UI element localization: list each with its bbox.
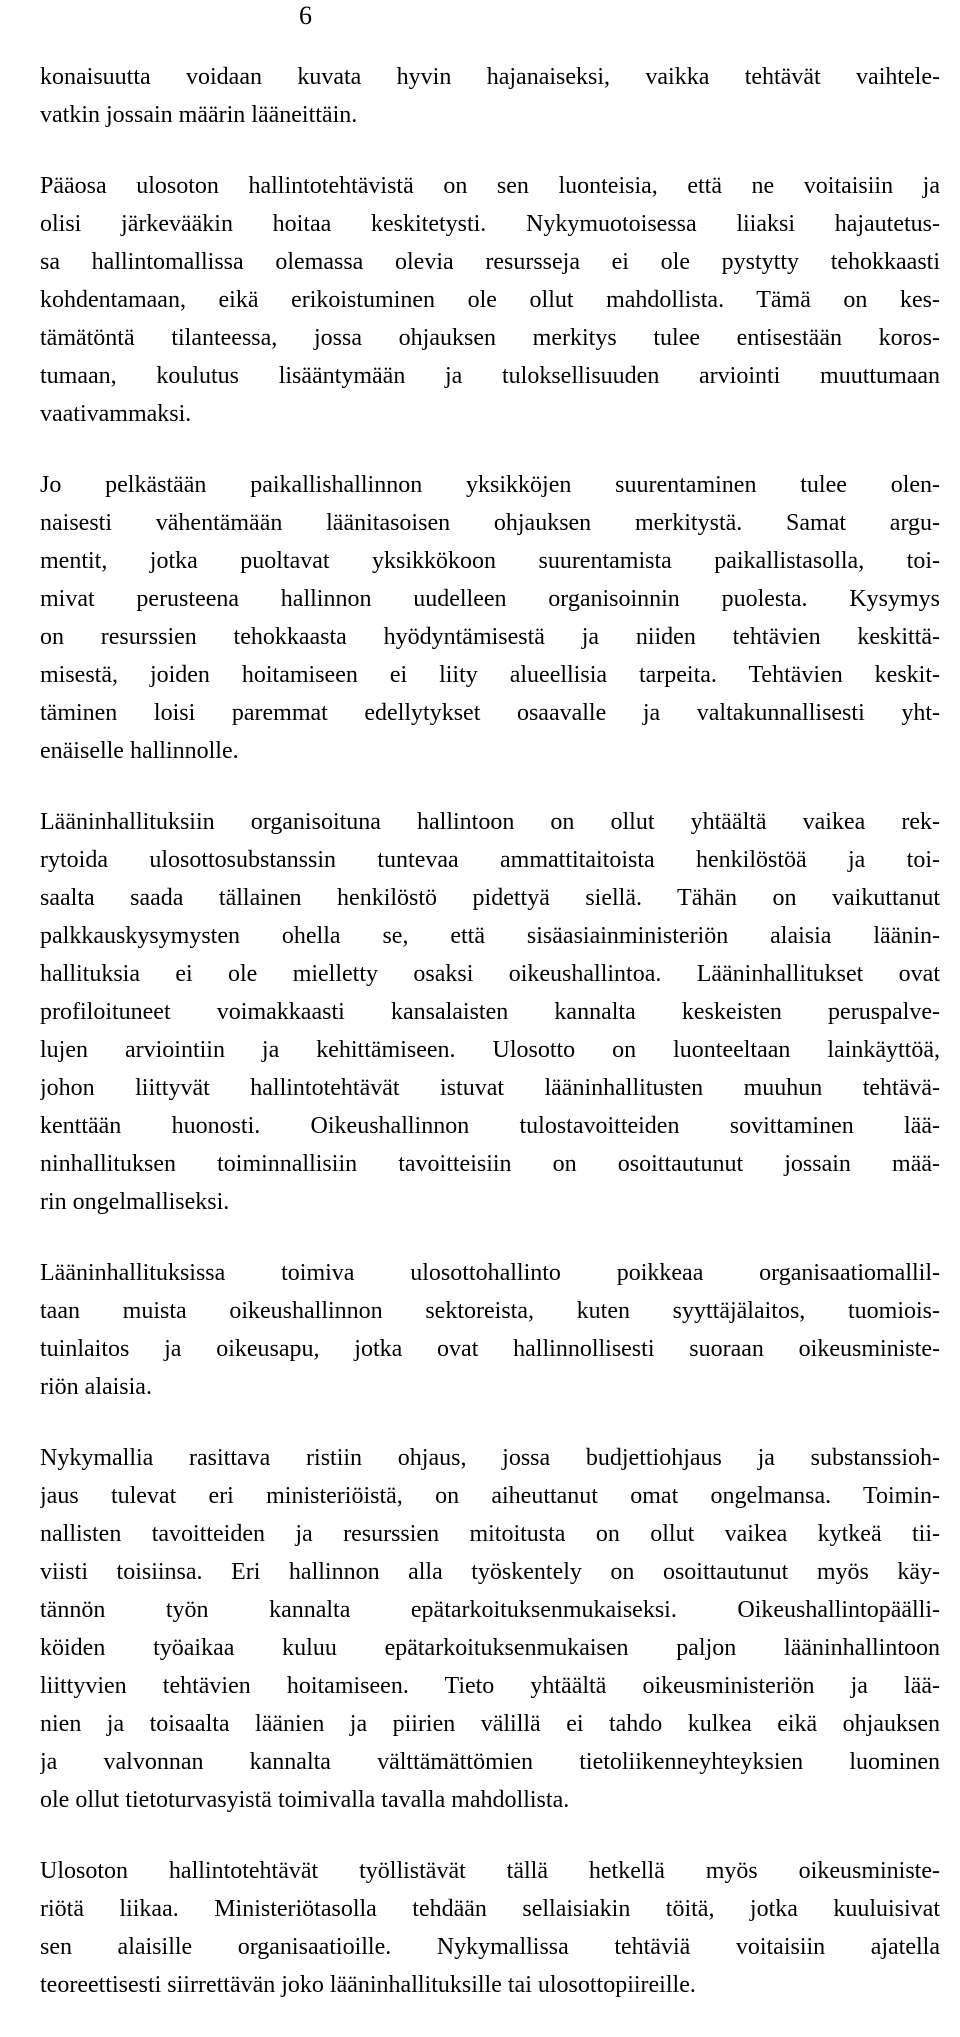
text-line: mentit, jotka puoltavat yksikkökoon suurentamista paikallistasolla, toi-: [40, 548, 940, 574]
text-line: konaisuutta voidaan kuvata hyvin hajanaiseksi, vaikka tehtävät vaihtele-: [40, 64, 940, 90]
paragraph: [40, 466, 940, 770]
text-line: rin ongelmalliseksi.: [40, 1189, 230, 1215]
page-number: 6: [299, 1, 312, 30]
text-line: liittyvien tehtävien hoitamiseen. Tieto yhtäältä oikeusministeriön ja lää-: [40, 1673, 940, 1699]
paragraph: [40, 1439, 940, 1819]
text-line: teoreettisesti siirrettävän joko lääninhallituksille tai ulosottopiireille.: [40, 1972, 696, 1998]
text-line: enäiselle hallinnolle.: [40, 738, 239, 764]
text-line: tännön työn kannalta epätarkoituksenmukaiseksi. Oikeushallintopäälli-: [40, 1597, 940, 1623]
text-line: kohdentamaan, eikä erikoistuminen ole ollut mahdollista. Tämä on kes-: [40, 287, 940, 313]
text-line: olisi järkevääkin hoitaa keskitetysti. Nykymuotoisessa liiaksi hajautetus-: [40, 211, 940, 237]
text-line: ja valvonnan kannalta välttämättömien tietoliikenneyhteyksien luominen: [40, 1749, 940, 1775]
text-line: viisti toisiinsa. Eri hallinnon alla työskentely on osoittautunut myös käy-: [40, 1559, 940, 1585]
text-line: riön alaisia.: [40, 1374, 152, 1400]
text-line: tumaan, koulutus lisääntymään ja tuloksellisuuden arviointi muuttumaan: [40, 363, 940, 389]
text-line: Lääninhallituksiin organisoituna hallintoon on ollut yhtäältä vaikea rek-: [40, 809, 940, 835]
paragraph: [40, 803, 940, 1221]
text-line: sen alaisille organisaatioille. Nykymallissa tehtäviä voitaisiin ajatella: [40, 1934, 940, 1960]
text-line: mivat perusteena hallinnon uudelleen organisoinnin puolesta. Kysymys: [40, 586, 940, 612]
text-line: johon liittyvät hallintotehtävät istuvat lääninhallitusten muuhun tehtävä-: [40, 1075, 940, 1101]
text-line: hallituksia ei ole mielletty osaksi oikeushallintoa. Lääninhallitukset ovat: [40, 961, 940, 987]
paragraph: [40, 58, 940, 134]
text-line: vaativammaksi.: [40, 401, 192, 427]
text-line: lujen arviointiin ja kehittämiseen. Ulosotto on luonteeltaan lainkäyttöä,: [40, 1037, 940, 1063]
text-line: saalta saada tällainen henkilöstö pidettyä siellä. Tähän on vaikuttanut: [40, 885, 940, 911]
text-line: Lääninhallituksissa toimiva ulosottohallinto poikkeaa organisaatiomallil-: [40, 1260, 940, 1286]
text-line: sa hallintomallissa olemassa olevia resursseja ei ole pystytty tehokkaasti: [40, 249, 940, 275]
text-line: ole ollut tietoturvasyistä toimivalla tavalla mahdollista.: [40, 1787, 570, 1813]
text-line: palkkauskysymysten ohella se, että sisäasiainministeriön alaisia läänin-: [40, 923, 940, 949]
text-line: rytoida ulosottosubstanssin tuntevaa ammattitaitoista henkilöstöä ja toi-: [40, 847, 940, 873]
text-line: vatkin jossain määrin lääneittäin.: [40, 102, 358, 128]
text-line: naisesti vähentämään läänitasoisen ohjauksen merkitystä. Samat argu-: [40, 510, 940, 536]
text-line: Jo pelkästään paikallishallinnon yksikköjen suurentaminen tulee olen-: [40, 472, 940, 498]
body-text: [40, 58, 940, 2037]
text-line: Nykymallia rasittava ristiin ohjaus, jossa budjettiohjaus ja substanssioh-: [40, 1445, 940, 1471]
text-line: nallisten tavoitteiden ja resurssien mitoitusta on ollut vaikea kytkeä tii-: [40, 1521, 940, 1547]
text-line: tuinlaitos ja oikeusapu, jotka ovat hallinnollisesti suoraan oikeusministe-: [40, 1336, 940, 1362]
text-line: taan muista oikeushallinnon sektoreista, kuten syyttäjälaitos, tuomiois-: [40, 1298, 940, 1324]
text-line: Ulosoton hallintotehtävät työllistävät tällä hetkellä myös oikeusministe-: [40, 1858, 940, 1884]
text-line: on resurssien tehokkaasta hyödyntämisestä ja niiden tehtävien keskittä-: [40, 624, 940, 650]
paragraph: [40, 167, 940, 433]
paragraph: [40, 1852, 940, 2004]
text-line: köiden työaikaa kuluu epätarkoituksenmukaisen paljon lääninhallintoon: [40, 1635, 940, 1661]
text-line: jaus tulevat eri ministeriöistä, on aiheuttanut omat ongelmansa. Toimin-: [40, 1483, 940, 1509]
text-line: profiloituneet voimakkaasti kansalaisten kannalta keskeisten peruspalve-: [40, 999, 940, 1025]
text-line: ninhallituksen toiminnallisiin tavoitteisiin on osoittautunut jossain mää-: [40, 1151, 940, 1177]
text-line: tämätöntä tilanteessa, jossa ohjauksen merkitys tulee entisestään koros-: [40, 325, 940, 351]
text-line: misestä, joiden hoitamiseen ei liity alueellisia tarpeita. Tehtävien keskit-: [40, 662, 940, 688]
text-line: nien ja toisaalta läänien ja piirien välillä ei tahdo kulkea eikä ohjauksen: [40, 1711, 940, 1737]
text-line: täminen loisi paremmat edellytykset osaavalle ja valtakunnallisesti yht-: [40, 700, 940, 726]
text-line: kenttään huonosti. Oikeushallinnon tulostavoitteiden sovittaminen lää-: [40, 1113, 940, 1139]
text-line: riötä liikaa. Ministeriötasolla tehdään sellaisiakin töitä, jotka kuuluisivat: [40, 1896, 940, 1922]
text-line: Pääosa ulosoton hallintotehtävistä on sen luonteisia, että ne voitaisiin ja: [40, 173, 940, 199]
paragraph: [40, 1254, 940, 1406]
